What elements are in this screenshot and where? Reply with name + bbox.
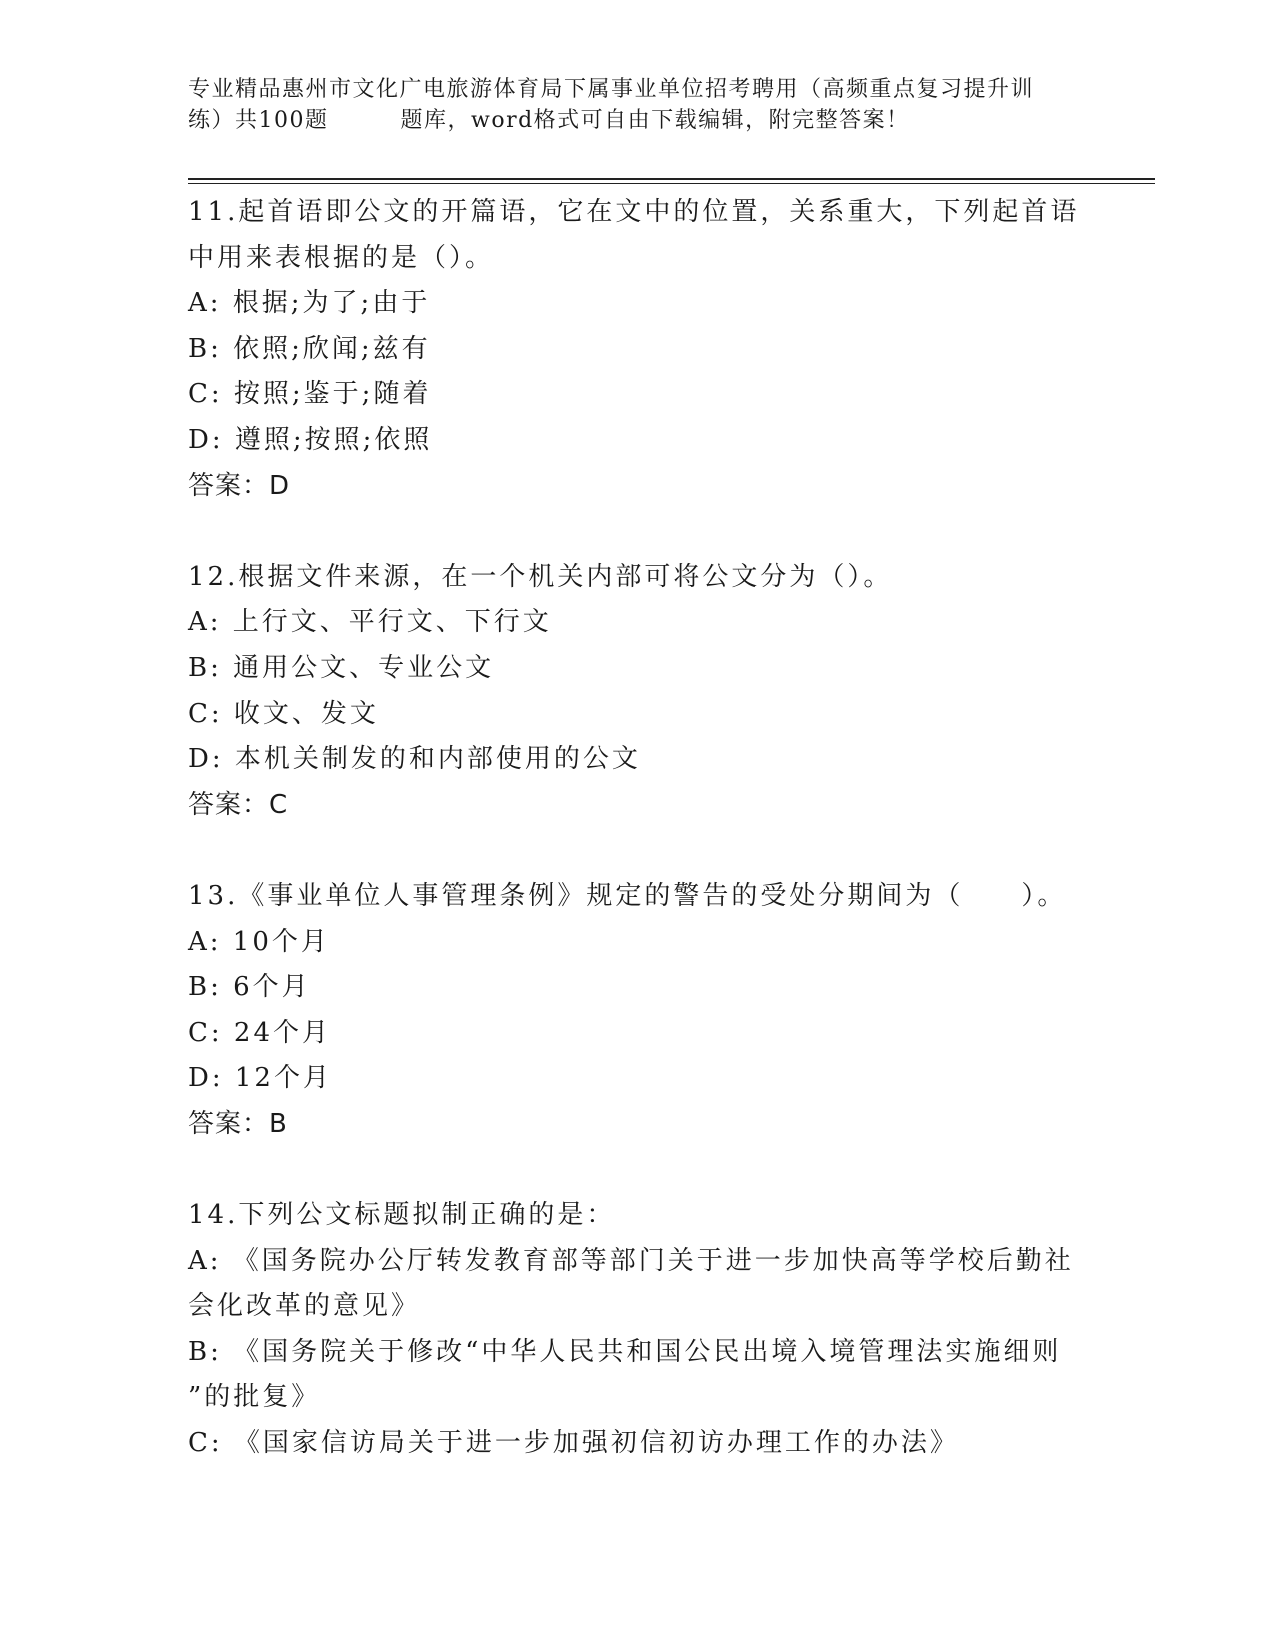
option-c: C: 24个月	[188, 1017, 332, 1048]
option-d: D: 遵照;按照;依照	[188, 424, 433, 455]
question-stem: 中用来表根据的是（）。	[188, 242, 495, 273]
header-line-2-part-2: 题库，word格式可自由下载编辑，附完整答案！	[400, 108, 910, 133]
question-stem: 12.根据文件来源，在一个机关内部可将公文分为（）。	[188, 561, 893, 592]
option-b: B: 6个月	[188, 972, 311, 1003]
question-14	[188, 1193, 1088, 1467]
question-13	[188, 874, 1088, 1148]
question-stem: 11.起首语即公文的开篇语，它在文中的位置，关系重大，下列起首语	[188, 197, 1080, 227]
question-list	[188, 190, 1088, 1467]
option-a-continued: 会化改革的意见》	[188, 1291, 421, 1322]
option-b: B: 《国务院关于修改“中华人民共和国公民出境入境管理法实施细则	[188, 1336, 1062, 1367]
answer: 答案：C	[188, 789, 289, 820]
option-a: A: 根据;为了;由于	[188, 288, 431, 319]
document-header	[188, 74, 1088, 136]
question-stem: 13.《事业单位人事管理条例》规定的警告的受处分期间为（ ）。	[188, 880, 1067, 911]
option-d: D: 12个月	[188, 1063, 332, 1094]
option-c: C: 按照;鉴于;随着	[188, 379, 432, 410]
option-a: A: 《国务院办公厅转发教育部等部门关于进一步加快高等学校后勤社	[188, 1245, 1074, 1276]
header-line-2-part-1: 练）共100题	[188, 108, 329, 133]
option-b: B: 依照;欣闻;兹有	[188, 333, 431, 364]
header-line-2	[188, 105, 1088, 136]
option-c: C: 收文、发文	[188, 698, 379, 729]
question-stem: 14.下列公文标题拟制正确的是：	[188, 1200, 616, 1231]
option-c: C: 《国家信访局关于进一步加强初信初访办理工作的办法》	[188, 1428, 959, 1459]
option-b-continued: ”的批复》	[188, 1382, 321, 1413]
answer: 答案：B	[188, 1108, 288, 1139]
header-divider	[188, 178, 1155, 184]
option-d: D: 本机关制发的和内部使用的公文	[188, 744, 641, 775]
option-a: A: 上行文、平行文、下行文	[188, 607, 552, 638]
answer: 答案：D	[188, 470, 291, 501]
question-12	[188, 555, 1088, 829]
option-a: A: 10个月	[188, 926, 330, 957]
question-11	[188, 190, 1088, 509]
header-line-1: 专业精品惠州市文化广电旅游体育局下属事业单位招考聘用（高频重点复习提升训	[188, 77, 1035, 102]
option-b: B: 通用公文、专业公文	[188, 652, 495, 683]
